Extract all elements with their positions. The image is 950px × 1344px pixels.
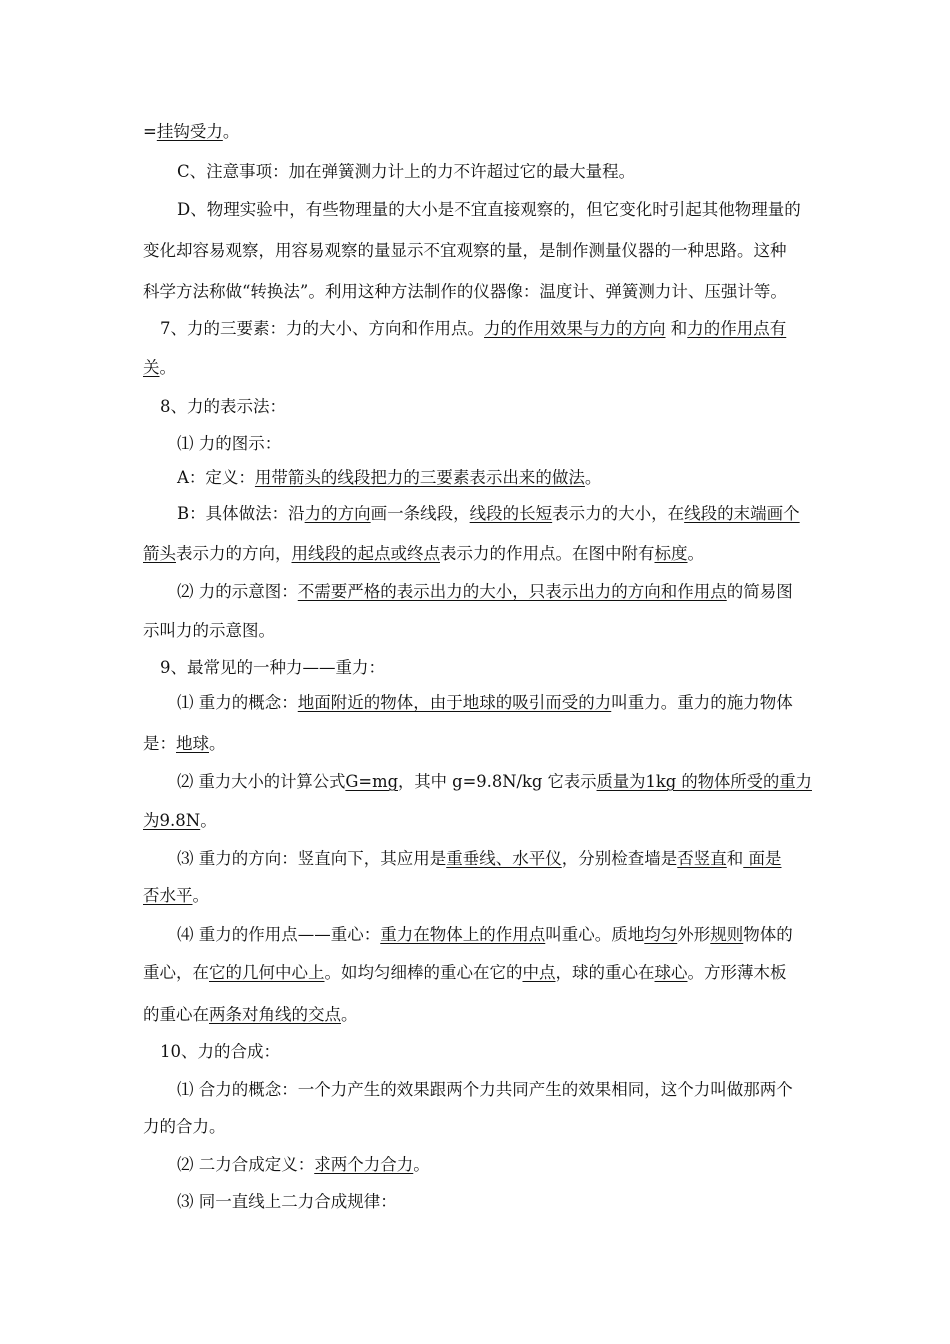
text-line — [177, 200, 801, 220]
underlined-text: 线段的末端画个 — [684, 504, 800, 523]
text-segment: ，分别检查墙是 — [561, 849, 678, 868]
text-line — [143, 811, 217, 831]
underlined-text: 两条对角线的交点 — [209, 1005, 341, 1024]
underlined-text: 否水平 — [143, 886, 193, 905]
text-segment: 是： — [143, 734, 176, 753]
text-segment: ，其中 g=9.8N/kg 它表示 — [398, 772, 597, 791]
text-segment: ⑶ 重力的方向：竖直向下，其应用是 — [177, 849, 447, 868]
text-segment: 。 — [341, 1005, 358, 1024]
text-segment: 。 — [687, 544, 704, 563]
underlined-text: 求两个力合力 — [314, 1155, 414, 1174]
underlined-text: 力的作用效果与力的方向 — [484, 319, 666, 338]
text-line — [177, 582, 793, 602]
text-segment: ⑶ 同一直线上二力合成规律： — [177, 1192, 397, 1211]
text-segment: C、注意事项：加在弹簧测力计上的力不许超过它的最大量程。 — [177, 162, 636, 181]
underlined-text: 重力在物体上的作用点 — [380, 925, 546, 944]
text-segment: 和 — [726, 849, 744, 868]
underlined-text: 为9.8N — [143, 811, 201, 830]
text-segment: ⑴ 重力的概念： — [177, 693, 298, 712]
underlined-text: 线段的长短 — [469, 504, 553, 523]
text-segment: 的简易图 — [726, 582, 793, 601]
text-segment: ⑵ 重力大小的计算公式 — [177, 772, 346, 791]
text-segment: 科学方法称做“转换法”。利用这种方法制作的仪器像：温度计、弹簧测力计、压强计等。 — [143, 282, 787, 301]
text-segment: 变化却容易观察，用容易观察的量显示不宜观察的量，是制作测量仪器的一种思路。这种 — [143, 241, 787, 260]
text-line — [143, 358, 176, 378]
text-segment: 力的合力。 — [143, 1117, 226, 1136]
text-segment: 。 — [159, 358, 176, 377]
underlined-text: 箭头 — [143, 544, 176, 563]
underlined-text: 力的作用点有 — [687, 319, 787, 338]
text-segment: 。 — [192, 886, 209, 905]
underlined-text: 球心 — [654, 963, 688, 982]
text-line — [143, 282, 787, 302]
text-segment: B：具体做法：沿 — [177, 504, 305, 523]
underlined-text: 规则 — [710, 925, 744, 944]
text-line — [160, 658, 385, 678]
text-segment: 画一条线段， — [370, 504, 470, 523]
text-segment: 表示力的大小，在 — [552, 504, 685, 523]
text-line — [160, 1042, 280, 1062]
text-line — [177, 1155, 430, 1175]
underlined-text: 关 — [143, 358, 160, 377]
underlined-text: 用带箭头的线段把力的三要素表示出来的做法 — [254, 468, 585, 487]
text-line — [143, 241, 787, 261]
text-line — [143, 886, 209, 906]
underlined-text: 重垂线、水平仪 — [446, 849, 562, 868]
text-segment: 。 — [584, 468, 602, 487]
text-segment: ⑴ 合力的概念：一个力产生的效果跟两个力共同产生的效果相同，这个力叫做那两个 — [177, 1080, 793, 1099]
text-line — [143, 122, 239, 142]
text-segment: 。 — [413, 1155, 430, 1174]
text-line — [160, 319, 786, 339]
underlined-text: 用线段的起点或终点 — [291, 544, 440, 563]
text-line — [143, 1005, 358, 1025]
text-line — [177, 772, 812, 792]
text-segment: ⑵ 力的示意图： — [177, 582, 298, 601]
text-segment: 10、力的合成： — [160, 1042, 280, 1061]
underlined-text: 质量为1kg 的物体所受的重力 — [596, 772, 812, 791]
text-segment: 叫重力。重力的施力物体 — [611, 693, 793, 712]
text-segment: 叫重心。质地 — [545, 925, 645, 944]
text-segment: 示叫力的示意图。 — [143, 621, 275, 640]
text-line — [143, 544, 704, 564]
underlined-text: G=mg — [345, 772, 399, 791]
text-segment: ⑵ 二力合成定义： — [177, 1155, 315, 1174]
text-segment: 物体的 — [743, 925, 793, 944]
underlined-text: 中点 — [522, 963, 556, 982]
text-segment: = — [143, 122, 157, 141]
text-segment: 重心，在 — [143, 963, 209, 982]
underlined-text: 挂钩受力 — [156, 122, 223, 141]
text-segment: 。 — [200, 811, 217, 830]
text-segment: ⑷ 重力的作用点——重心： — [177, 925, 381, 944]
text-segment: 的重心在 — [143, 1005, 209, 1024]
text-segment: 。 — [209, 734, 226, 753]
text-segment: ，球的重心在 — [555, 963, 655, 982]
text-segment: 外形 — [677, 925, 711, 944]
underlined-text: 地球 — [176, 734, 209, 753]
text-segment: 和 — [665, 319, 688, 338]
text-segment: 表示力的方向， — [176, 544, 292, 563]
text-segment: 。 — [222, 122, 240, 141]
text-line — [177, 1192, 397, 1212]
text-line — [143, 1117, 226, 1137]
underlined-text: 标度 — [654, 544, 688, 563]
underlined-text: 否竖直 — [677, 849, 727, 868]
text-segment: D、物理实验中，有些物理量的大小是不宜直接观察的，但它变化时引起其他物理量的 — [177, 200, 801, 219]
underlined-text: 力的方向 — [304, 504, 371, 523]
text-line — [143, 963, 787, 983]
text-segment: 。方形薄木板 — [687, 963, 787, 982]
text-segment: 7、力的三要素：力的大小、方向和作用点。 — [160, 319, 484, 338]
underlined-text: 均匀 — [644, 925, 678, 944]
text-line — [160, 397, 286, 417]
text-segment: 8、力的表示法： — [160, 397, 286, 416]
underlined-text: 不需要严格的表示出力的大小，只表示出力的方向和作用点 — [297, 582, 727, 601]
text-segment: 。如均匀细棒的重心在它的 — [324, 963, 523, 982]
text-segment: 表示力的作用点。在图中附有 — [440, 544, 655, 563]
text-segment: 9、最常见的一种力——重力： — [160, 658, 385, 677]
text-line — [143, 734, 226, 754]
underlined-text: 面是 — [743, 849, 782, 868]
underlined-text: 它的几何中心上 — [209, 963, 325, 982]
text-line — [177, 468, 601, 488]
text-line — [177, 1080, 793, 1100]
text-segment: A：定义： — [177, 468, 255, 487]
text-line — [177, 925, 793, 945]
text-segment: ⑴ 力的图示： — [177, 434, 282, 453]
text-line — [177, 693, 793, 713]
text-line — [177, 434, 281, 454]
text-line — [143, 621, 275, 641]
text-line — [177, 162, 635, 182]
underlined-text: 地面附近的物体，由于地球的吸引而受的力 — [297, 693, 612, 712]
text-line — [177, 849, 782, 869]
text-line — [177, 504, 800, 524]
